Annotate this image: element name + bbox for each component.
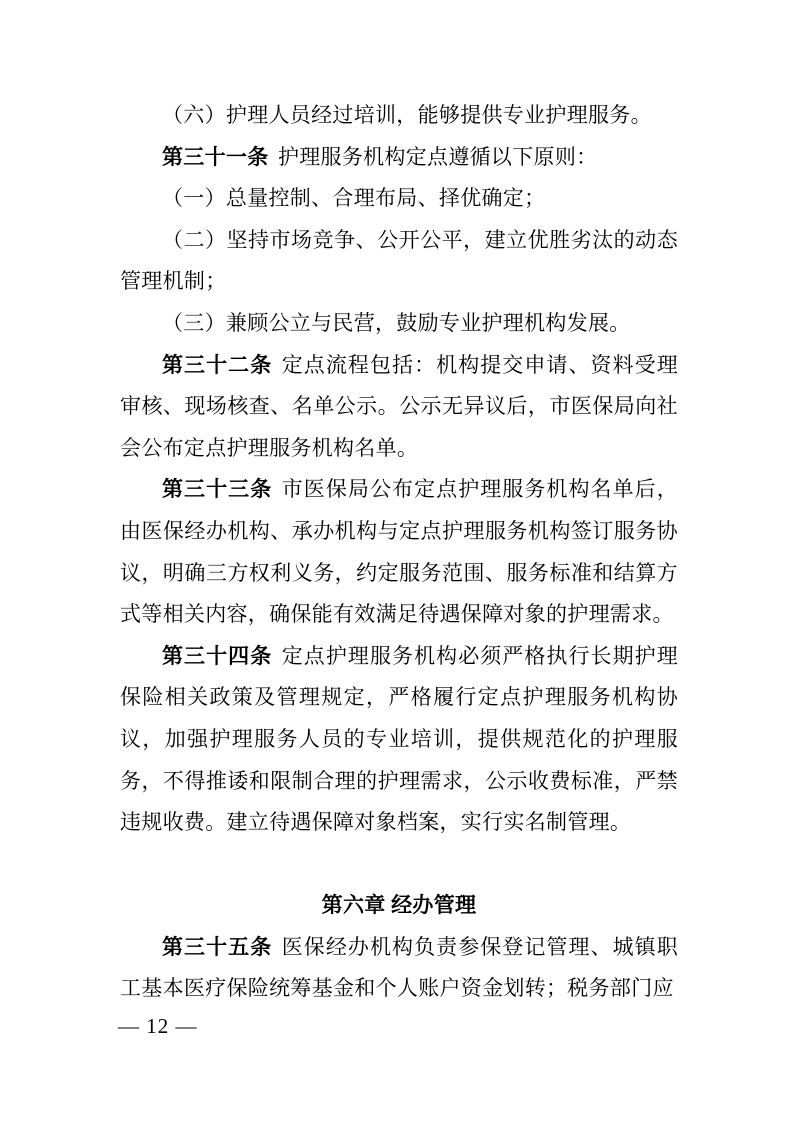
article-32-term: 第三十二条 bbox=[162, 352, 273, 377]
page-number: — 12 — bbox=[118, 1014, 198, 1038]
item-1-paragraph bbox=[120, 178, 678, 220]
clause-6-paragraph bbox=[120, 95, 678, 137]
document-body bbox=[120, 95, 678, 1010]
paragraph-text: 定点流程包括：机构提交申请、资料受理审核、现场核查、名单公示。公示无异议后，市医保局向社会公布定点护理服务机构名单。 bbox=[120, 352, 679, 460]
paragraph-text: 定点护理服务机构必须严格执行长期护理保险相关政策及管理规定，严格履行定点护理服务机构协议，加强护理服务人员的专业培训，提供规范化的护理服务，不得推诿和限制合理的护理需求，公示收费标准，严禁违规收费。建立待遇保障对象档案，实行实名制管理。 bbox=[120, 643, 679, 835]
chapter-6-heading: 第六章 经办管理 bbox=[321, 893, 477, 918]
paragraph-text: 医保经办机构负责参保登记管理、城镇职工基本医疗保险统筹基金和个人账户资金划转；税务部门应 bbox=[120, 934, 679, 1001]
paragraph-text: （一）总量控制、合理布局、择优确定； bbox=[162, 186, 546, 211]
article-33-paragraph bbox=[120, 469, 678, 635]
paragraph-text: （六）护理人员经过培训，能够提供专业护理服务。 bbox=[162, 103, 652, 127]
article-32-paragraph bbox=[120, 345, 678, 470]
article-31-paragraph bbox=[120, 137, 678, 179]
article-34-term: 第三十四条 bbox=[162, 643, 273, 668]
article-35-term: 第三十五条 bbox=[162, 934, 273, 959]
article-31-term: 第三十一条 bbox=[162, 144, 269, 169]
item-2-paragraph bbox=[120, 220, 678, 303]
paragraph-text: （三）兼顾公立与民营，鼓励专业护理机构发展。 bbox=[162, 310, 631, 335]
item-3-paragraph bbox=[120, 303, 678, 345]
paragraph-text: （二）坚持市场竞争、公开公平，建立优胜劣汰的动态管理机制； bbox=[120, 227, 678, 294]
paragraph-text: 护理服务机构定点遵循以下原则： bbox=[277, 144, 598, 169]
article-34-paragraph bbox=[120, 636, 678, 844]
article-35-paragraph bbox=[120, 927, 678, 1010]
paragraph-text: 市医保局公布定点护理服务机构名单后，由医保经办机构、承办机构与定点护理服务机构签订服务协议，明确三方权利义务，约定服务范围、服务标准和结算方式等相关内容，确保能有效满足待遇保障对象的护理需求。 bbox=[120, 477, 679, 627]
article-33-term: 第三十三条 bbox=[162, 477, 273, 502]
